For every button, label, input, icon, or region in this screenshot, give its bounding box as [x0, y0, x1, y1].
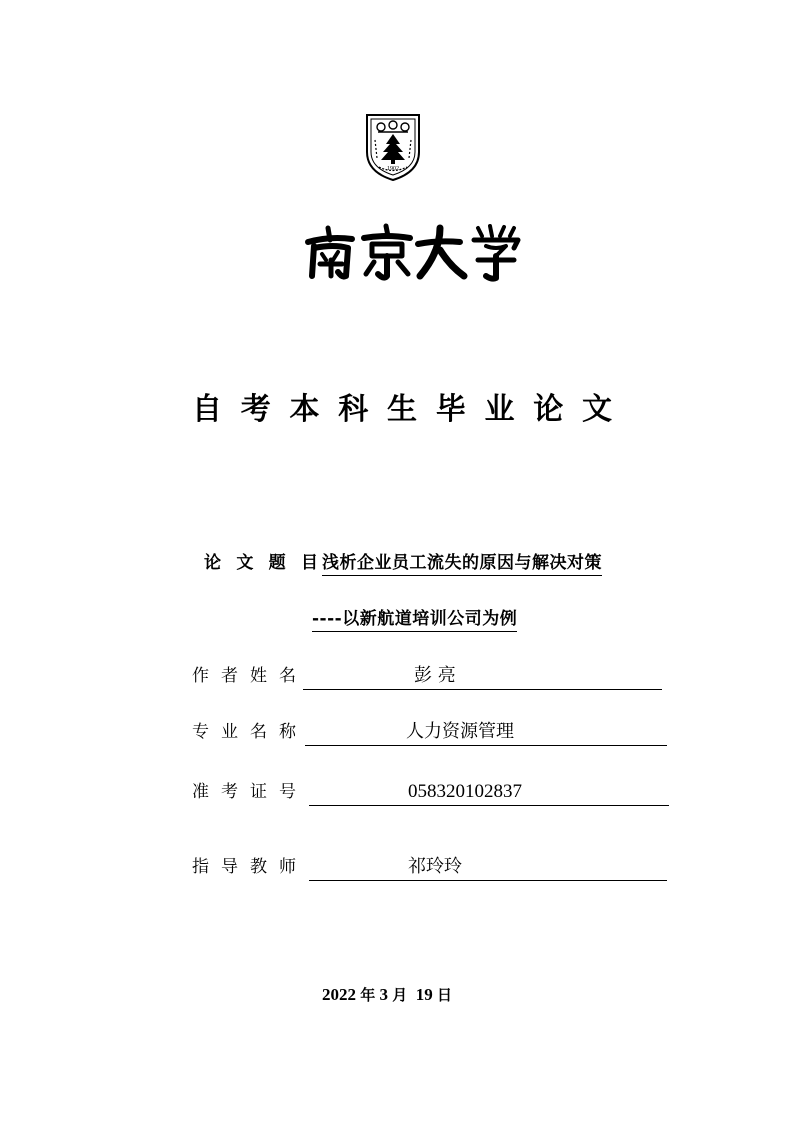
- document-title: [192, 388, 612, 432]
- title-char: 本: [289, 392, 320, 427]
- label-char: 姓: [250, 666, 267, 686]
- author-value: 彭 亮: [414, 665, 456, 686]
- label-char: 准: [192, 782, 209, 802]
- thesis-title-line-2: ----以新航道培训公司为例: [312, 607, 517, 632]
- title-char: 生: [387, 392, 417, 427]
- label-char: 业: [221, 722, 238, 742]
- label-char: 作: [192, 666, 209, 686]
- label-char: 称: [279, 722, 296, 742]
- thesis-title-line-1: 浅析企业员工流失的原因与解决对策: [322, 551, 602, 576]
- author-underline: [303, 689, 662, 690]
- title-char: 毕: [435, 392, 466, 427]
- date-year-unit: 年: [360, 986, 376, 1004]
- label-char: 考: [221, 782, 238, 802]
- date-day: 19: [415, 985, 433, 1004]
- label-char: 名: [250, 722, 267, 742]
- label-char: 师: [279, 857, 296, 877]
- advisor-underline: [309, 880, 667, 881]
- advisor-value: 祁玲玲: [408, 856, 462, 877]
- major-underline: [305, 745, 667, 746]
- major-value: 人力资源管理: [406, 721, 514, 742]
- label-char: 导: [221, 857, 238, 877]
- title-char: 论: [533, 392, 564, 427]
- label-char: 名: [279, 666, 296, 686]
- label-char: 证: [250, 782, 267, 802]
- date-day-unit: 日: [437, 986, 453, 1004]
- exam-id-underline: [309, 805, 669, 806]
- label-char: 目: [300, 553, 318, 573]
- exam-id-label: [192, 780, 296, 804]
- title-char: 文: [582, 392, 612, 427]
- title-char: 业: [484, 392, 515, 427]
- thesis-title-label: [204, 551, 318, 575]
- title-char: 考: [240, 392, 271, 427]
- university-emblem: [364, 112, 422, 182]
- major-label: [192, 720, 296, 744]
- university-calligraphy-logo: [300, 222, 525, 282]
- date-month: 3: [379, 985, 389, 1004]
- date-month-unit: 月: [392, 986, 408, 1004]
- label-char: 号: [279, 782, 296, 802]
- label-char: 教: [250, 857, 267, 877]
- submission-date: [322, 983, 452, 1007]
- title-char: 自: [192, 392, 222, 427]
- label-char: 者: [221, 666, 238, 686]
- exam-id-value: 058320102837: [408, 781, 522, 802]
- date-year: 2022: [322, 985, 356, 1004]
- emblem-year: 1902: [387, 166, 399, 172]
- advisor-label: [192, 855, 296, 879]
- label-char: 专: [192, 722, 209, 742]
- label-char: 论: [204, 553, 221, 573]
- label-char: 指: [192, 857, 209, 877]
- label-char: 题: [268, 553, 286, 573]
- label-char: 文: [236, 553, 254, 573]
- title-char: 科: [338, 392, 369, 427]
- author-label: [192, 664, 296, 688]
